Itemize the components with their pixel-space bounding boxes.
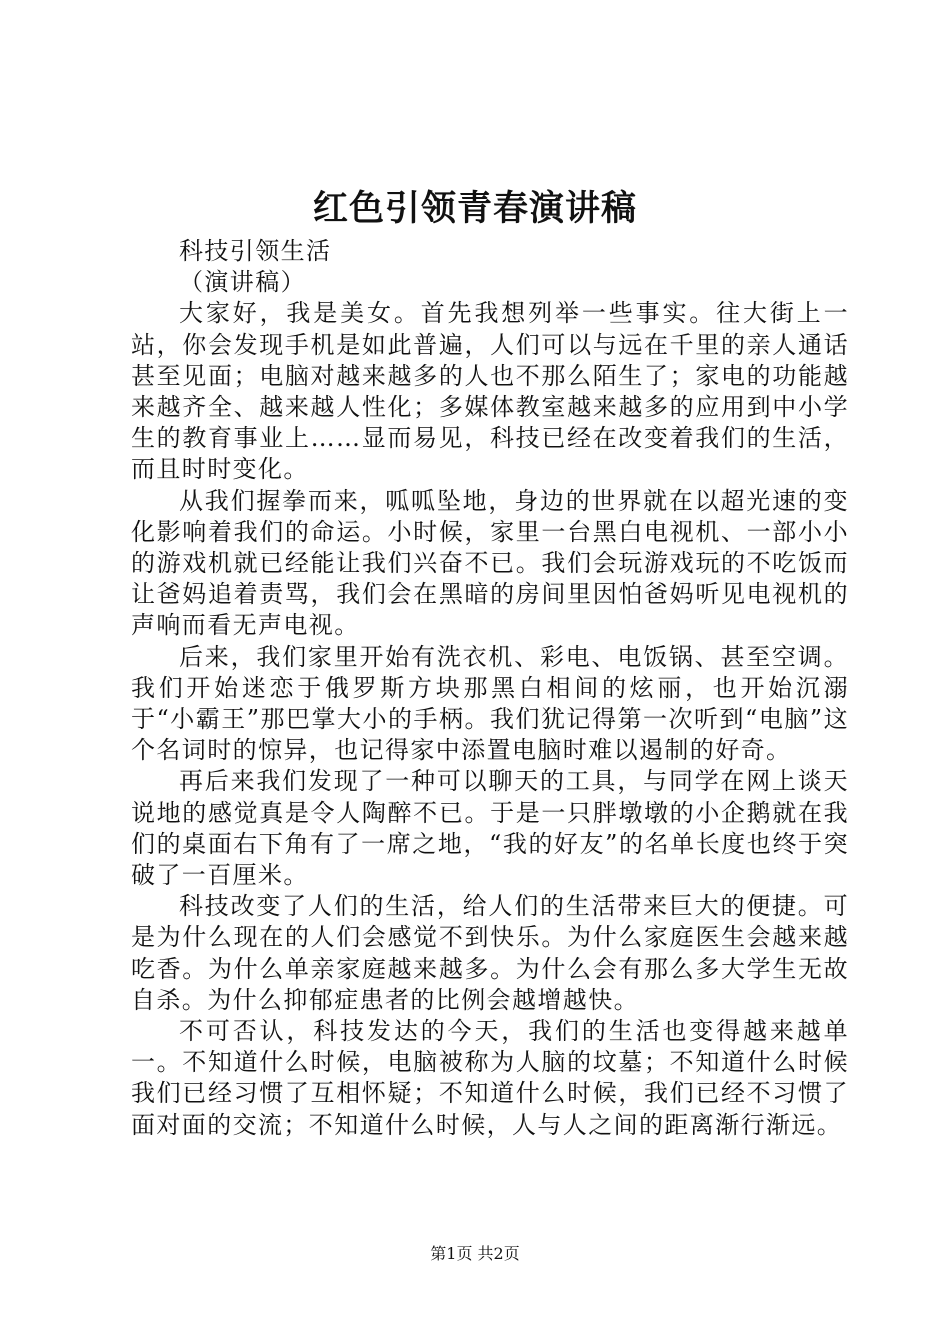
paragraph: 从我们握拳而来，呱呱坠地，身边的世界就在以超光速的变化影响着我们的命运。小时候，家里一台黑白电视机、一部小小的游戏机就已经能让我们兴奋不已。我们会玩游戏玩的不吃饭而让爸妈追着责骂，我们会在黑暗的房间里因怕爸妈听见电视机的声响而看无声电视。 bbox=[131, 486, 849, 640]
paragraph: 不可否认，科技发达的今天，我们的生活也变得越来越单一。不知道什么时候，电脑被称为人脑的坟墓；不知道什么时候我们已经习惯了互相怀疑；不知道什么时候，我们已经不习惯了面对面的交流；不知道什么时候，人与人之间的距离渐行渐远。 bbox=[131, 1017, 849, 1139]
paragraph: 再后来我们发现了一种可以聊天的工具，与同学在网上谈天说地的感觉真是令人陶醉不已。于是一只胖墩墩的小企鹅就在我们的桌面右下角有了一席之地，“我的好友”的名单长度也终于突破了一百厘米。 bbox=[131, 767, 849, 890]
document-subtitle-note: （演讲稿） bbox=[179, 268, 306, 297]
document-title: 红色引领青春演讲稿 bbox=[312, 188, 637, 229]
document-body bbox=[131, 236, 849, 1141]
paragraph: 科技改变了人们的生活，给人们的生活带来巨大的便捷。可是为什么现在的人们会感觉不到快乐。为什么家庭医生会越来越吃香。为什么单亲家庭越来越多。为什么会有那么多大学生无故自杀。为什么抑郁症患者的比例会越增越快。 bbox=[131, 892, 849, 1014]
paragraph: 大家好，我是美女。首先我想列举一些事实。往大街上一站，你会发现手机是如此普遍，人们可以与远在千里的亲人通话甚至见面；电脑对越来越多的人也不那么陌生了；家电的功能越来越齐全、越来越人性化；多媒体教室越来越多的应用到中小学生的教育事业上……显而易见，科技已经在改变着我们的生活，而且时时变化。 bbox=[131, 299, 849, 484]
paragraph: 后来，我们家里开始有洗衣机、彩电、电饭锅、甚至空调。我们开始迷恋于俄罗斯方块那黑白相间的炫丽，也开始沉溺于“小霸王”那巴掌大小的手柄。我们犹记得第一次听到“电脑”这个名词时的惊异，也记得家中添置电脑时难以遏制的好奇。 bbox=[131, 642, 849, 765]
document-subtitle: 科技引领生活 bbox=[179, 237, 332, 265]
page-number-footer: 第1页 共2页 bbox=[430, 1244, 520, 1263]
